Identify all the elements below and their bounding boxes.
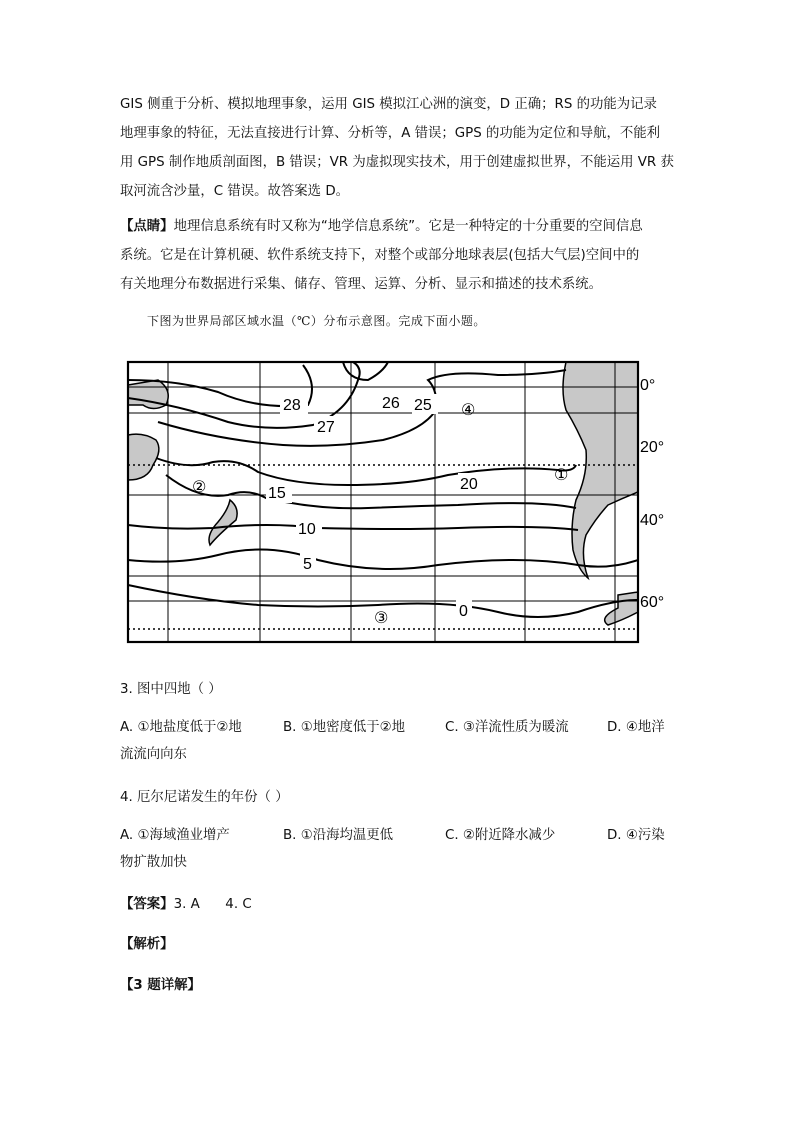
option-a: A. ①地盐度低于②地	[120, 720, 242, 735]
isotherm-label: 5	[303, 556, 312, 573]
latitude-label: 20°	[640, 439, 665, 456]
site-markers	[192, 402, 568, 627]
answer-text: 3. A 4. C	[173, 897, 252, 912]
dianjing-line	[120, 212, 680, 241]
question-4-stem: 4. 厄尔尼诺发生的年份（ ）	[120, 790, 289, 805]
land-southeast	[605, 592, 638, 625]
latitude-labels	[640, 377, 664, 611]
analysis-paragraph	[120, 90, 680, 206]
option-d-continuation: 物扩散加快	[120, 855, 187, 870]
question-3-options	[120, 714, 680, 768]
site-marker-2: ②	[192, 479, 207, 496]
option-d: D. ④污染	[607, 828, 665, 843]
isotherm-label: 20	[460, 476, 478, 493]
analysis-line: GIS 侧重于分析、模拟地理事象，运用 GIS 模拟江心洲的演变，D 正确；RS 的功能为记录	[120, 97, 657, 112]
option-a: A. ①海域渔业增产	[120, 828, 230, 843]
isotherm-15	[166, 475, 576, 508]
option-d: D. ④地洋	[607, 720, 665, 735]
isotherm-label: 28	[283, 397, 301, 414]
isotherm-5	[128, 550, 638, 569]
detail-heading: 【3 题详解】	[120, 978, 201, 993]
latitude-label: 0°	[640, 377, 656, 394]
land-left	[128, 434, 159, 480]
isotherm-label: 26	[382, 395, 400, 412]
analysis-line: 用 GPS 制作地质剖面图，B 错误；VR 为虚拟现实技术，用于创建虚拟世界，不能运用 VR 获	[120, 155, 674, 170]
land-right	[563, 362, 638, 578]
site-marker-3: ③	[374, 610, 389, 627]
option-b: B. ①沿海均温更低	[283, 828, 394, 843]
question-4-options	[120, 822, 680, 876]
water-temperature-map	[118, 350, 678, 650]
isotherm-10	[128, 525, 578, 530]
option-d-continuation: 流流向向东	[120, 747, 187, 762]
answer-line	[120, 893, 252, 912]
isotherm-25	[158, 370, 566, 446]
isotherm-label: 15	[268, 485, 286, 502]
dianjing-line: 有关地理分布数据进行采集、储存、管理、运算、分析、显示和描述的技术系统。	[120, 277, 603, 292]
isotherm-label: 10	[298, 521, 316, 538]
isotherm-label: 25	[414, 397, 432, 414]
dianjing-line: 系统。它是在计算机硬、软件系统支持下，对整个或部分地球表层(包括大气层)空间中的	[120, 248, 640, 263]
analysis-heading: 【解析】	[120, 937, 174, 952]
isotherm-20	[156, 458, 576, 485]
island	[209, 500, 237, 545]
dianjing-tag: 【点睛】	[120, 219, 174, 234]
site-marker-1: ①	[554, 467, 569, 484]
option-c: C. ②附近降水减少	[445, 828, 556, 843]
analysis-line: 地理事象的特征，无法直接进行计算、分析等，A 错误；GPS 的功能为定位和导航，不能利	[120, 126, 661, 141]
latitude-label: 60°	[640, 594, 665, 611]
option-b: B. ①地密度低于②地	[283, 720, 406, 735]
option-c: C. ③洋流性质为暖流	[445, 720, 569, 735]
dianjing-text: 地理信息系统有时又称为“地学信息系统”。它是一种特定的十分重要的空间信息	[173, 219, 643, 234]
figure-caption: 下图为世界局部区域水温（℃）分布示意图。完成下面小题。	[147, 314, 486, 328]
dianjing-paragraph	[120, 212, 680, 299]
isotherm-label: 27	[317, 419, 335, 436]
isotherm-label: 0	[459, 603, 468, 620]
isotherm-26	[343, 362, 388, 380]
answer-tag: 【答案】	[120, 897, 174, 912]
analysis-line: 取河流含沙量，C 错误。故答案选 D。	[120, 184, 350, 199]
site-marker-4: ④	[461, 402, 476, 419]
question-3-stem: 3. 图中四地（ ）	[120, 682, 222, 697]
latitude-label: 40°	[640, 512, 665, 529]
